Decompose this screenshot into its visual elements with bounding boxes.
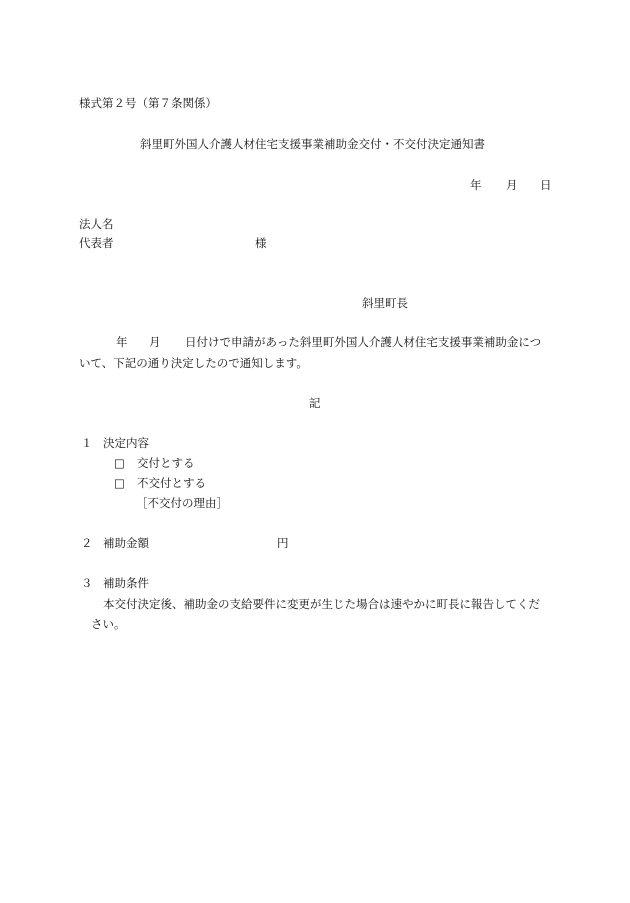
corporation-name-label: 法人名 <box>79 217 114 231</box>
date-day-label: 日 <box>540 178 552 192</box>
conditions-text-line2: さい。 <box>91 617 126 631</box>
nongrant-option-label: 不交付とする <box>137 476 206 490</box>
body-year-label: 年 <box>116 335 128 349</box>
form-number: 様式第２号（第７条関係） <box>79 96 217 110</box>
amount-unit: 円 <box>277 536 289 550</box>
grant-option-label: 交付とする <box>137 456 195 470</box>
conditions-text-line1: 本交付決定後、補助金の支給要件に変更が生じた場合は速やかに町長に報告してくだ <box>103 597 540 611</box>
date-year-label: 年 <box>470 178 482 192</box>
body-line2-text: いて、下記の通り決定したので通知します。 <box>79 356 308 370</box>
section-number: １ <box>81 436 93 450</box>
section-heading: 決定内容 <box>103 436 149 450</box>
document-title: 斜里町外国人介護人材住宅支援事業補助金交付・不交付決定通知書 <box>140 137 485 151</box>
section-heading: 補助条件 <box>103 576 149 590</box>
ki-marker: 記 <box>309 396 321 410</box>
body-line1-text: 日付けで申請があった斜里町外国人介護人材住宅支援事業補助金につ <box>185 335 542 349</box>
section-heading: 補助金額 <box>103 536 149 550</box>
nongrant-checkbox[interactable]: □ <box>114 476 125 490</box>
body-month-label: 月 <box>149 335 161 349</box>
section-number: ３ <box>81 576 93 590</box>
date-month-label: 月 <box>506 178 518 192</box>
representative-label: 代表者 <box>79 236 114 250</box>
section-number: ２ <box>81 536 93 550</box>
grant-checkbox[interactable]: □ <box>114 456 125 470</box>
issuer-name: 斜里町長 <box>362 296 408 310</box>
honorific: 様 <box>255 236 267 250</box>
nongrant-reason-label: ［不交付の理由］ <box>136 496 228 510</box>
